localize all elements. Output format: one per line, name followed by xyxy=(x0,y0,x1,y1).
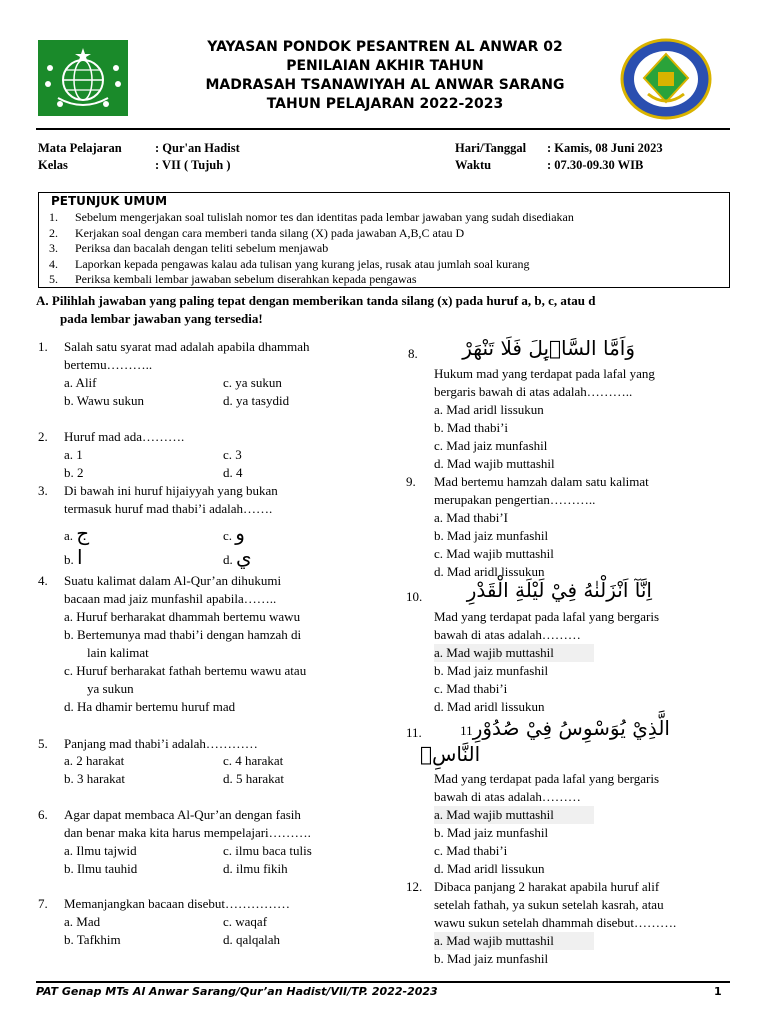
option-c: c. ya sukun xyxy=(223,375,282,390)
kelas-label: Kelas xyxy=(38,158,68,172)
option-label: b. xyxy=(64,552,74,567)
hari-label: Hari/Tanggal xyxy=(455,141,527,155)
option-arabic: ا xyxy=(77,545,83,569)
question-text-cont: bacaan mad jaiz munfashil apabila…….. xyxy=(64,591,277,606)
question-number: 7. xyxy=(38,896,48,911)
question-text: Hukum mad yang terdapat pada lafal yang xyxy=(434,366,655,381)
question-number: 4. xyxy=(38,573,48,588)
option-a: a. Ilmu tajwid xyxy=(64,843,137,858)
question-9 xyxy=(406,473,649,491)
madrasah-emblem-icon xyxy=(620,38,712,120)
option-a: a. 1 xyxy=(64,447,83,462)
question-text: Salah satu syarat mad adalah apabila dhammah xyxy=(64,339,310,354)
option-a: a. Mad wajib muttashil xyxy=(434,932,594,950)
question-2 xyxy=(38,428,184,446)
nu-logo xyxy=(38,40,128,116)
question-text: Suatu kalimat dalam Al-Qur’an dihukumi xyxy=(64,573,282,588)
option-c: c. 3 xyxy=(223,447,242,462)
option-arabic: ج xyxy=(76,521,90,545)
option-b: b. 3 harakat xyxy=(64,771,126,786)
question-1 xyxy=(38,338,309,356)
question-number: 1. xyxy=(38,339,48,354)
option-d: d. 5 harakat xyxy=(223,771,285,786)
option-a: a. Mad aridl lissukun xyxy=(434,402,544,417)
option-c: c. Mad thabi’i xyxy=(434,843,508,858)
question-number: 12. xyxy=(406,879,423,894)
option-b: b. Mad jaiz munfashil xyxy=(434,663,549,678)
question-8-arabic: وَاَمَّا السَّاۤىِٕلَ فَلَا تَنْهَرْ xyxy=(462,336,635,360)
section-a-line1: A. Pilihlah jawaban yang paling tepat dengan memberikan tanda silang (x) pada huruf a, b, c, atau d xyxy=(36,293,596,308)
question-11-arabic-cont: النَّاسِۙ xyxy=(420,742,481,766)
option-c-cont: ya sukun xyxy=(87,681,134,696)
option-b: b. Mad jaiz munfashil xyxy=(434,825,549,840)
item-number: 2. xyxy=(49,225,58,240)
option-c: c. Mad jaiz munfashil xyxy=(434,438,548,453)
question-text: Memanjangkan bacaan disebut…………… xyxy=(64,896,290,911)
arabic-text: الَّذِيْ يُوَسْوِسُ فِيْ صُدُوْرِ xyxy=(472,716,670,740)
header-line: PENILAIAN AKHIR TAHUN xyxy=(286,58,484,74)
waktu-label: Waktu xyxy=(455,158,492,172)
page-number: 1 xyxy=(714,985,722,998)
option-label: a. xyxy=(64,528,74,543)
question-text-cont: bergaris bawah di atas adalah……….. xyxy=(434,384,633,399)
item-number: 4. xyxy=(49,256,58,271)
list-item xyxy=(49,210,574,226)
petunjuk-title: PETUNJUK UMUM xyxy=(51,194,168,208)
option-c: c. ilmu baca tulis xyxy=(223,843,312,858)
question-10-arabic: اِنَّآ اَنْزَلْنٰهُ فِيْ لَيْلَةِ الْقَدْرِ xyxy=(466,578,652,602)
question-5 xyxy=(38,735,258,753)
option-a xyxy=(64,521,90,545)
option-d: d. ilmu fikih xyxy=(223,861,288,876)
option-a: a. Mad wajib muttashil xyxy=(434,806,594,824)
option-a: a. Mad wajib muttashil xyxy=(434,644,594,662)
option-b: b. 2 xyxy=(64,465,84,480)
question-4 xyxy=(38,572,281,590)
footer-divider xyxy=(36,981,730,983)
petunjuk-box xyxy=(38,192,730,288)
section-a-instruction xyxy=(36,292,736,328)
question-number: 5. xyxy=(38,736,48,751)
question-text-cont: bawah di atas adalah……… xyxy=(434,627,581,642)
list-item xyxy=(49,241,574,257)
option-c: c. Huruf berharakat fathah bertemu wawu atau xyxy=(64,663,307,678)
footer-text: PAT Genap MTs Al Anwar Sarang/Qur’an Hadist/VII/TP. 2022-2023 xyxy=(36,985,438,998)
option-c: c. 4 harakat xyxy=(223,753,284,768)
item-text: Laporkan kepada pengawas kalau ada tulisan yang kurang jelas, rusak atau jumlah soal kurang xyxy=(75,256,530,271)
mapel-label: Mata Pelajaran xyxy=(38,141,122,155)
item-text: Periksa kembali lembar jawaban sebelum diserahkan kepada pengawas xyxy=(75,272,417,286)
option-c: c. waqaf xyxy=(223,914,268,929)
hari-value: : Kamis, 08 Juni 2023 xyxy=(547,141,663,155)
header-line: YAYASAN PONDOK PESANTREN AL ANWAR 02 xyxy=(207,39,563,55)
option-d: d. Ha dhamir bertemu huruf mad xyxy=(64,699,236,714)
madrasah-logo xyxy=(620,38,712,120)
question-6 xyxy=(38,806,301,824)
header-line: MADRASAH TSANAWIYAH AL ANWAR SARANG xyxy=(205,77,565,93)
petunjuk-list xyxy=(49,210,574,288)
question-number: 3. xyxy=(38,483,48,498)
section-a-line2: pada lembar jawaban yang tersedia! xyxy=(60,311,263,326)
question-text: Dibaca panjang 2 harakat apabila huruf alif xyxy=(434,879,660,894)
option-a: a. 2 harakat xyxy=(64,753,125,768)
option-d: d. Mad aridl lissukun xyxy=(434,699,545,714)
question-3 xyxy=(38,482,278,500)
option-d: d. Mad aridl lissukun xyxy=(434,564,545,579)
question-8-number: 8. xyxy=(408,346,418,361)
option-a: a. Mad thabi’I xyxy=(434,510,509,525)
option-d: d. qalqalah xyxy=(223,932,281,947)
question-text: Mad bertemu hamzah dalam satu kalimat xyxy=(434,474,649,489)
question-text-cont: termasuk huruf mad thabi’i adalah……. xyxy=(64,501,273,516)
question-text: Mad yang terdapat pada lafal yang bergaris xyxy=(434,609,659,624)
option-b xyxy=(64,545,83,569)
waktu-value: : 07.30-09.30 WIB xyxy=(547,158,644,172)
question-text-cont: bawah di atas adalah……… xyxy=(434,789,581,804)
item-text: Sebelum mengerjakan soal tulislah nomor tes dan identitas pada lembar jawaban yang sudah disediakan xyxy=(75,210,574,224)
option-a: a. Huruf berharakat dhammah bertemu wawu xyxy=(64,609,301,624)
question-text: Panjang mad thabi’i adalah………… xyxy=(64,736,258,751)
question-7 xyxy=(38,895,290,913)
option-arabic: و xyxy=(235,521,245,545)
option-d xyxy=(223,545,252,569)
option-label: c. xyxy=(223,528,233,543)
question-number: 2. xyxy=(38,429,48,444)
question-11-number: 11. xyxy=(406,725,422,740)
header-line: TAHUN PELAJARAN 2022-2023 xyxy=(266,96,504,112)
header-divider xyxy=(36,128,730,130)
option-c: c. Mad wajib muttashil xyxy=(434,546,554,561)
option-b: b. Mad thabi’i xyxy=(434,420,509,435)
question-number: 9. xyxy=(406,474,416,489)
option-arabic: ي xyxy=(236,545,252,569)
question-10-number: 10. xyxy=(406,589,423,604)
option-d: d. ya tasydid xyxy=(223,393,290,408)
option-c: c. Mad thabi’i xyxy=(434,681,508,696)
item-number: 5. xyxy=(49,272,58,286)
option-b: b. Bertemunya mad thabi’i dengan hamzah di xyxy=(64,627,302,642)
item-text: Periksa dan bacalah dengan teliti sebelum menjawab xyxy=(75,241,329,255)
option-b: b. Ilmu tauhid xyxy=(64,861,138,876)
question-text: Mad yang terdapat pada lafal yang bergaris xyxy=(434,771,659,786)
option-a: a. Alif xyxy=(64,375,97,390)
question-text-cont: bertemu……….. xyxy=(64,357,153,372)
list-item xyxy=(49,272,574,288)
option-d: d. 4 xyxy=(223,465,243,480)
kelas-value: : VII ( Tujuh ) xyxy=(155,158,231,172)
question-text: Huruf mad ada………. xyxy=(64,429,185,444)
option-label: d. xyxy=(223,552,233,567)
question-text: Agar dapat membaca Al-Qur’an dengan fasih xyxy=(64,807,301,822)
ayah-number: 11 xyxy=(460,723,473,738)
question-text: Di bawah ini huruf hijaiyyah yang bukan xyxy=(64,483,278,498)
option-b-cont: lain kalimat xyxy=(87,645,149,660)
question-text-cont: merupakan pengertian……….. xyxy=(434,492,596,507)
option-b: b. Tafkhim xyxy=(64,932,121,947)
list-item xyxy=(49,257,574,273)
option-d: d. Mad aridl lissukun xyxy=(434,861,545,876)
question-11-arabic xyxy=(430,716,670,740)
question-12 xyxy=(406,878,659,896)
question-text-cont: dan benar maka kita harus mempelajari………. xyxy=(64,825,311,840)
item-text: Kerjakan soal dengan cara memberi tanda silang (X) pada jawaban A,B,C atau D xyxy=(75,225,465,240)
question-number: 6. xyxy=(38,807,48,822)
question-text-cont: setelah fathah, ya sukun setelah kasrah, atau xyxy=(434,897,664,912)
item-number: 3. xyxy=(49,241,58,255)
option-b: b. Mad jaiz munfashil xyxy=(434,951,549,966)
list-item xyxy=(49,226,574,242)
option-d: d. Mad wajib muttashil xyxy=(434,456,555,471)
option-b: b. Wawu sukun xyxy=(64,393,144,408)
nu-globe-icon xyxy=(38,40,128,116)
option-c xyxy=(223,521,245,545)
header-title xyxy=(150,38,620,114)
option-a: a. Mad xyxy=(64,914,101,929)
mapel-value: : Qur'an Hadist xyxy=(155,141,240,155)
option-b: b. Mad jaiz munfashil xyxy=(434,528,549,543)
question-text-cont: wawu sukun setelah dhammah disebut………. xyxy=(434,915,677,930)
item-number: 1. xyxy=(49,210,58,224)
